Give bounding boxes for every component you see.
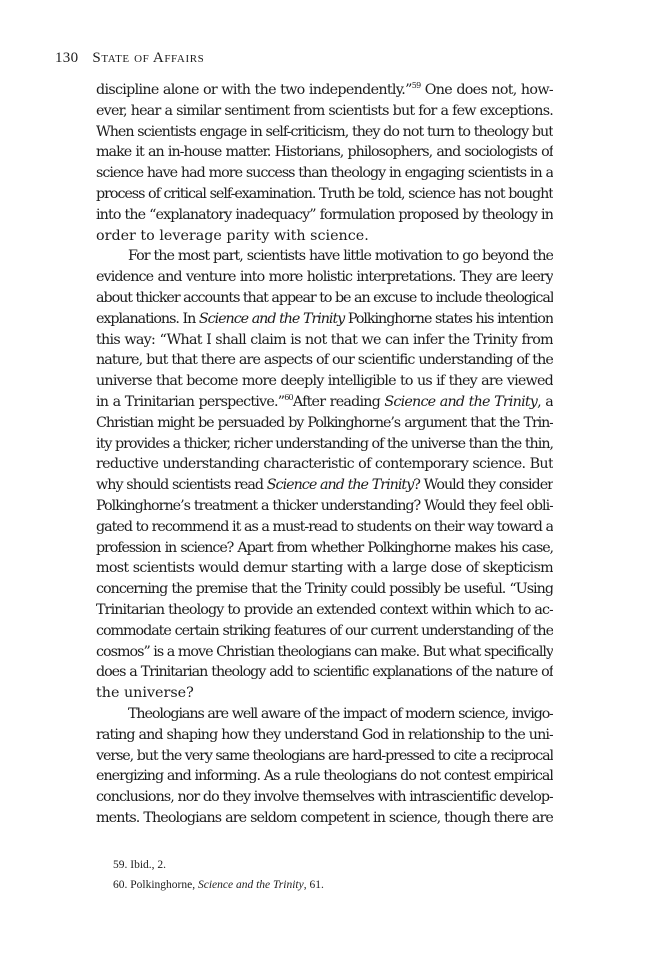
text-line: verse, but the very same theologians are hard-pressed to cite a reciprocal [96,747,553,764]
text-line: order to leverage parity with science. [96,227,369,244]
text-line: nature, but that there are aspects of our scientific understanding of the [96,352,553,369]
text-line: in a Trinitarian perspective.”$^{60}$After reading Science and the Trinity, a [96,392,553,410]
text-line: evidence and venture into more holistic interpretations. They are leery [96,269,553,286]
book-title: Science and the Trinity [384,393,538,410]
footnote-ref-60[interactable]: 60 [284,392,293,402]
text-line: rating and shaping how they understand God in relationship to the uni- [96,726,553,743]
running-header [55,50,204,67]
text-line: Christian might be persuaded by Polkinghorne’s argument that the Trin- [96,414,553,431]
book-title: Science and the Trinity [198,310,345,327]
text-line: commodate certain striking features of our current understanding of the [96,622,553,639]
body-text [96,80,553,829]
text-line: ments. Theologians are seldom competent in science, though there are [96,809,553,826]
text-line: universe that become more deeply intelligible to us if they are viewed [96,373,553,390]
text-line: ity provides a thicker, richer understanding of the universe than the thin, [96,435,553,452]
text-line: why should scientists read Science and the Trinity? Would they consider [96,477,553,494]
page-number: 130 [55,50,79,66]
text-line: conclusions, nor do they involve themselves with intrascientific develop- [96,789,553,806]
book-title: Science and the Trinity [266,477,414,494]
book-title: Science and the Trinity [197,879,304,891]
text-line: into the “explanatory inadequacy” formulation proposed by theology in [96,206,553,223]
text-line: Polkinghorne’s treatment a thicker understanding? Would they feel obli- [96,497,553,514]
text-line: explanations. In Science and the Trinity Polkinghorne states his intention [96,310,553,327]
footnotes [113,855,553,895]
text-line: cosmos” is a move Christian theologians can make. But what specifically [96,643,553,660]
text-line: the universe? [96,685,194,702]
text-line: about thicker accounts that appear to be an excuse to include theological [96,289,553,306]
footnote-60: 60. Polkinghorne, Science and the Trinity, 61. [113,879,324,891]
text-line: Theologians are well aware of the impact of modern science, invigo- [128,705,553,722]
footnote-ref-59[interactable]: 59 [411,81,421,90]
text-line: this way: “What I shall claim is not that we can infer the Trinity from [96,331,553,348]
text-line: energizing and informing. As a rule theologians do not contest empirical [96,768,553,785]
text-line: When scientists engage in self-criticism, they do not turn to theology but [96,123,553,140]
text-line: does a Trinitarian theology add to scientific explanations of the nature of [96,664,553,681]
text-line: concerning the premise that the Trinity could possibly be useful. “Using [96,581,553,598]
footnote-59: 59. Ibid., 2. [113,859,167,871]
text-line: science have had more success than theology in engaging scientists in a [96,165,553,182]
text-line: process of critical self-examination. Truth be told, science has not bought [96,185,553,202]
text-line: Trinitarian theology to provide an extended context within which to ac- [96,601,553,618]
text-line: make it an in-house matter. Historians, philosophers, and sociologists of [96,144,553,161]
text-line: reductive understanding characteristic of contemporary science. But [96,456,553,473]
text-line: ever, hear a similar sentiment from scientists but for a few exceptions. [96,102,553,119]
text-line: For the most part, scientists have little motivation to go beyond the [128,248,553,265]
text-line: profession in science? Apart from whether Polkinghorne makes his case, [96,539,553,556]
running-title: State of Affairs [92,50,205,66]
text-line: most scientists would demur starting with a large dose of skepticism [96,560,553,577]
text-line: gated to recommend it as a must-read to students on their way toward a [96,518,553,535]
text-line: discipline alone or with the two independently.”$^{59}$ One does not, how- [96,81,553,98]
